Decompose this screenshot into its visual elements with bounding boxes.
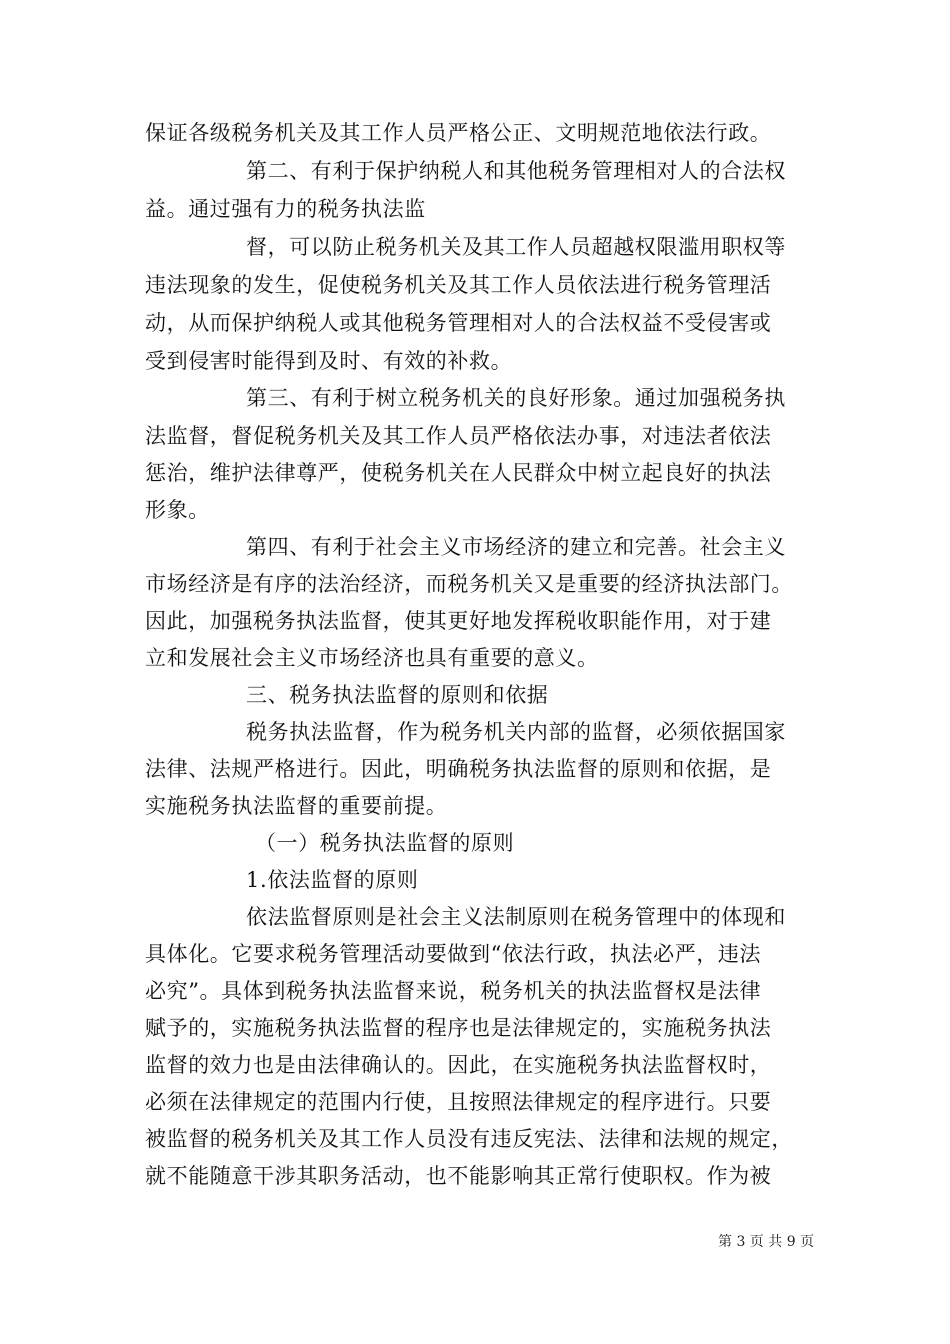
text-line-9: 法监督，督促税务机关及其工作人员严格依法办事，对违法者依法 (145, 424, 772, 448)
text-line-10: 惩治，维护法律尊严，使税务机关在人民群众中树立起良好的执法 (145, 461, 772, 485)
text-line-12: 第四、有利于社会主义市场经济的建立和完善。社会主义 (246, 535, 786, 559)
text-line-19: 实施税务执法监督的重要前提。 (145, 794, 448, 818)
text-line-4: 督，可以防止税务机关及其工作人员超越权限滥用职权等 (246, 235, 786, 259)
text-line-1: 保证各级税务机关及其工作人员严格公正、文明规范地依法行政。 (145, 121, 772, 145)
text-line-2: 第二、有利于保护纳税人和其他税务管理相对人的合法权 (246, 159, 786, 183)
subsection-heading: （一）税务执法监督的原则 (255, 831, 515, 855)
text-line-8: 第三、有利于树立税务机关的良好形象。通过加强税务执 (246, 386, 786, 410)
text-line-28: 被监督的税务机关及其工作人员没有违反宪法、法律和法规的规定， (145, 1127, 793, 1151)
text-line-14: 因此，加强税务执法监督，使其更好地发挥税收职能作用，对于建 (145, 609, 772, 633)
text-line-11: 形象。 (145, 498, 210, 522)
text-line-22: 依法监督原则是社会主义法制原则在税务管理中的体现和 (246, 905, 786, 929)
text-line-26: 监督的效力也是由法律确认的。因此，在实施税务执法监督权时， (145, 1053, 772, 1077)
text-line-29: 就不能随意干涉其职务活动，也不能影响其正常行使职权。作为被 (145, 1164, 772, 1188)
text-line-6: 动，从而保护纳税人或其他税务管理相对人的合法权益不受侵害或 (145, 311, 772, 335)
text-line-25: 赋予的，实施税务执法监督的程序也是法律规定的，实施税务执法 (145, 1016, 772, 1040)
section-heading: 三、税务执法监督的原则和依据 (246, 683, 549, 707)
text-line-18: 法律、法规严格进行。因此，明确税务执法监督的原则和依据，是 (145, 757, 772, 781)
text-line-27: 必须在法律规定的范围内行使，且按照法律规定的程序进行。只要 (145, 1090, 772, 1114)
text-line-3: 益。通过强有力的税务执法监 (145, 197, 426, 221)
page-number: 第 3 页 共 9 页 (718, 1234, 815, 1250)
text-line-23: 具体化。它要求税务管理活动要做到“依法行政，执法必严，违法 (145, 942, 762, 966)
item-heading: 1.依法监督的原则 (246, 868, 419, 892)
text-line-5: 违法现象的发生，促使税务机关及其工作人员依法进行税务管理活 (145, 273, 772, 297)
text-line-17: 税务执法监督，作为税务机关内部的监督，必须依据国家 (246, 720, 786, 744)
text-line-7: 受到侵害时能得到及时、有效的补救。 (145, 349, 513, 373)
text-line-13: 市场经济是有序的法治经济，而税务机关又是重要的经济执法部门。 (145, 572, 793, 596)
text-line-24: 必究”。具体到税务执法监督来说，税务机关的执法监督权是法律 (145, 979, 762, 1003)
text-line-15: 立和发展社会主义市场经济也具有重要的意义。 (145, 646, 599, 670)
